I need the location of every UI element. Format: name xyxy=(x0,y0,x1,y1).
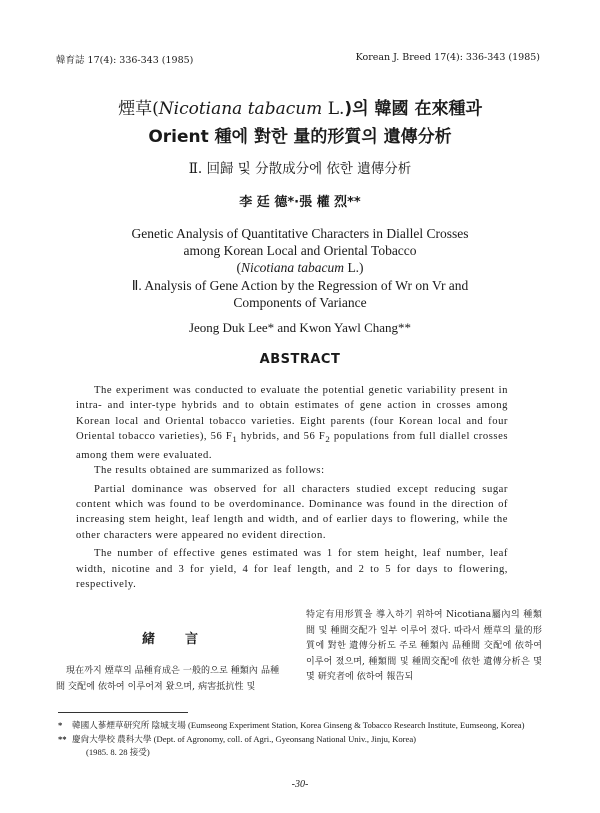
abstract-paragraph-2: The results obtained are summarized as follows: xyxy=(94,465,325,477)
english-title-line-2: among Korean Local and Oriental Tobacco xyxy=(183,243,417,258)
footnote-divider xyxy=(58,712,188,713)
korean-title-prefix: 煙草( xyxy=(118,99,159,119)
korean-title-line-1 xyxy=(0,94,600,119)
korean-authors: 李 廷 德*·張 權 烈** xyxy=(239,195,361,210)
footnote-1-text: 韓國人蔘煙草研究所 陰城支場 (Eumseong Experiment Station, Korea Ginseng & Tobacco Research Institute, Eumseong, Korea) xyxy=(72,720,525,730)
abstract-paragraph-4: The number of effective genes estimated was 1 for stem height, leaf number, leaf width, nicotine and 3 for yield, 4 for leaf length, and 2 to 5 for days to flowering, respectively. xyxy=(76,548,508,590)
korean-title-author-abbrev: L. xyxy=(322,99,345,119)
english-authors: Jeong Duk Lee* and Kwon Yawl Chang** xyxy=(188,320,412,335)
abstract-p1-middle: hybrids, and 56 F xyxy=(237,431,326,443)
english-title-latin-name: Nicotiana tabacum xyxy=(240,260,345,275)
abstract-paragraph-3: Partial dominance was observed for all characters studied except reducing sugar content which was found to be overdominance. Dominance was found in the direction of increasing stem height, leaf length and width, and of earlier days to flowering, while the other characters were appeared no evident direction. xyxy=(76,483,508,541)
footnote-2-text: 慶尙大學校 農科大學 (Dept. of Agronomy, coll. of Agri., Gyeonsang National Univ., Jinju, Korea) xyxy=(72,733,417,744)
footnote-2 xyxy=(58,733,548,747)
intro-heading: 緒言 xyxy=(141,632,228,647)
english-part-title-line-2: Components of Variance xyxy=(233,295,367,310)
korean-title-suffix: )의 韓國 在來種과 xyxy=(344,99,482,119)
english-part-title xyxy=(0,277,600,311)
abstract-p1-subscript-2: 2 xyxy=(325,434,331,445)
english-title-line-1: Genetic Analysis of Quantitative Characters in Diallel Crosses xyxy=(131,226,469,241)
english-title xyxy=(0,225,600,276)
intro-left-column xyxy=(56,612,284,695)
korean-subtitle: Ⅱ. 回歸 및 分散成分에 依한 遺傳分析 xyxy=(188,161,412,177)
english-title-paren-open: ( xyxy=(236,260,241,275)
received-date: (1985. 8. 28 接受) xyxy=(86,747,150,757)
running-header-korean: 韓育誌 17(4): 336-343 (1985) xyxy=(56,55,194,66)
abstract-paragraph-1 xyxy=(76,383,508,463)
footnote-1 xyxy=(58,719,548,733)
korean-title-latin-name: Nicotiana tabacum xyxy=(158,99,323,119)
intro-left-text: 現在까지 煙草의 品種育成은 一般的으로 種類內 品種間 交配에 依하여 이루어져 왔으며, 病害抵抗性 및 xyxy=(56,666,280,692)
page-number: -30- xyxy=(291,779,309,790)
english-title-paren-close: L.) xyxy=(344,260,364,275)
intro-right-column: 特定有用形質을 導入하기 위하여 Nicotiana屬內의 種類間 및 種間交配가 일부 이루어 졌다. 따라서 煙草의 量的形質에 對한 遺傳分析도 주로 種類內 品種間 交配에 依하여 이루어 졌으며, 種類間 및 種間交配에 依한 遺傳分析은 몇몇 研究者에 依하여 報告되 xyxy=(306,610,542,683)
abstract-p1-end: populations from full diallel crosses among them were evaluated. xyxy=(76,431,508,461)
abstract-p1-text: The experiment was conducted to evaluate the potential genetic variability present in intra- and inter-type hybrids and to obtain estimates of gene action in crosses among Korean local and Oriental tobacco varieties. Eight parents (four Korean local and four Oriental tobacco varieties), 56 F xyxy=(76,385,508,443)
english-title-line-3 xyxy=(0,259,600,276)
footnotes xyxy=(58,719,548,760)
abstract-body xyxy=(76,383,508,592)
abstract-p1-subscript-1: 1 xyxy=(232,434,238,445)
korean-title-line-2: Orient 種에 對한 量的形質의 遺傳分析 xyxy=(148,127,452,147)
footnote-1-mark: * xyxy=(58,720,63,730)
running-header-english: Korean J. Breed 17(4): 336-343 (1985) xyxy=(355,52,540,63)
abstract-heading: ABSTRACT xyxy=(259,352,341,367)
english-part-title-line-1: Ⅱ. Analysis of Gene Action by the Regression of Wr on Vr and xyxy=(131,278,469,293)
footnote-received xyxy=(58,746,548,760)
footnote-2-mark: ** xyxy=(58,733,67,744)
